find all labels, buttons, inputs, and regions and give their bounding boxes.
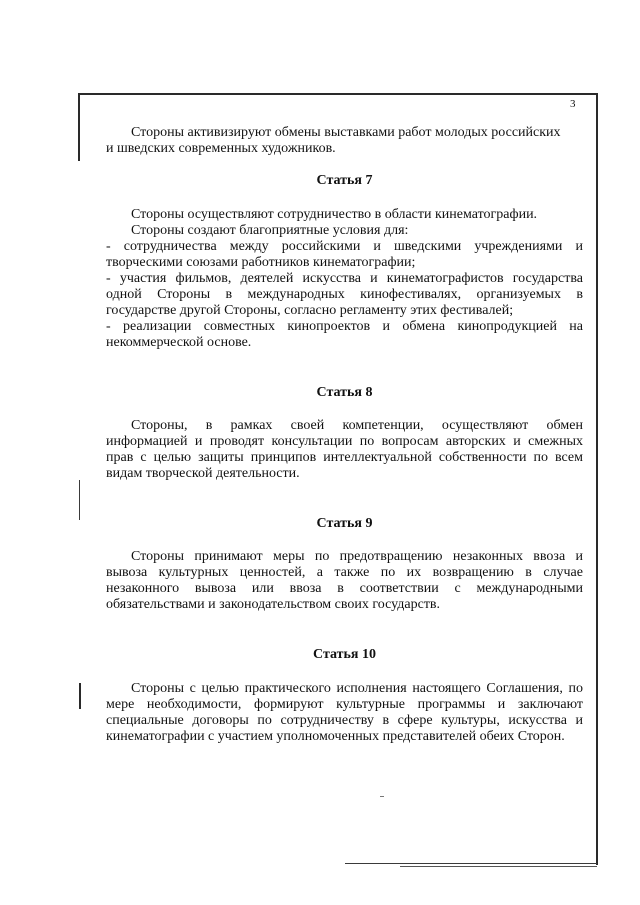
article-7-title: Статья 7 [316, 173, 373, 188]
text-line: вывоза культурных ценностей, а также по их возвращению в случае [106, 565, 583, 580]
text-line: видам творческой деятельности. [106, 466, 300, 481]
text-line: кинематографии с участием уполномоченных представителей обеих Сторон. [106, 729, 565, 744]
text-line: мере необходимости, формируют культурные программы и заключают [106, 697, 583, 712]
text-line: - сотрудничества между российскими и шведскими учреждениями и [106, 239, 583, 254]
frame-top-border [78, 93, 598, 95]
article-10-title: Статья 10 [313, 647, 376, 662]
scan-speck [380, 796, 384, 797]
text-line: творческими союзами работников кинематографии; [106, 255, 416, 270]
text-line: Стороны с целью практического исполнения настоящего Соглашения, по [131, 681, 583, 696]
article-7-body [106, 207, 583, 351]
frame-left-mark [79, 480, 80, 520]
text-line: Стороны, в рамках своей компетенции, осуществляют обмен [131, 418, 583, 433]
frame-bottom-border [400, 866, 597, 867]
article-9-title: Статья 9 [316, 516, 373, 531]
text-line: обязательствами и законодательством своих государств. [106, 597, 441, 612]
text-line: - реализации совместных кинопроектов и обмена кинопродукцией на [106, 319, 583, 334]
intro-paragraph [106, 125, 583, 157]
frame-right-border [596, 93, 598, 865]
text-line: государстве другой Стороны, согласно регламенту этих фестивалей; [106, 303, 514, 318]
frame-left-mark [79, 683, 81, 709]
article-10-body [106, 681, 583, 745]
text-line: Стороны принимают меры по предотвращению незаконных ввоза и [131, 549, 583, 564]
text-line: прав с целью защиты принципов интеллектуальной собственности по всем [106, 450, 583, 465]
page-number: 3 [570, 98, 576, 110]
text-line: Стороны активизируют обмены выставками работ молодых российских [131, 125, 561, 140]
text-line: и шведских современных художников. [106, 141, 336, 156]
text-line: - участия фильмов, деятелей искусства и кинематографистов государства [106, 271, 583, 286]
text-line: Стороны создают благоприятные условия для: [131, 223, 409, 238]
frame-left-border [78, 93, 80, 161]
frame-bottom-border [345, 863, 597, 864]
article-8-title: Статья 8 [316, 385, 373, 400]
text-line: некоммерческой основе. [106, 335, 252, 350]
text-line: одной Стороны в международных кинофестивалях, организуемых в [106, 287, 583, 302]
text-line: незаконного вывоза или ввоза в соответствии с международными [106, 581, 583, 596]
text-line: специальные договоры по сотрудничеству в сфере культуры, искусства и [106, 713, 583, 728]
article-8-body [106, 418, 583, 482]
text-line: информацией и проводят консультации по вопросам авторских и смежных [106, 434, 583, 449]
text-line: Стороны осуществляют сотрудничество в области кинематографии. [131, 207, 538, 222]
article-9-body [106, 549, 583, 613]
